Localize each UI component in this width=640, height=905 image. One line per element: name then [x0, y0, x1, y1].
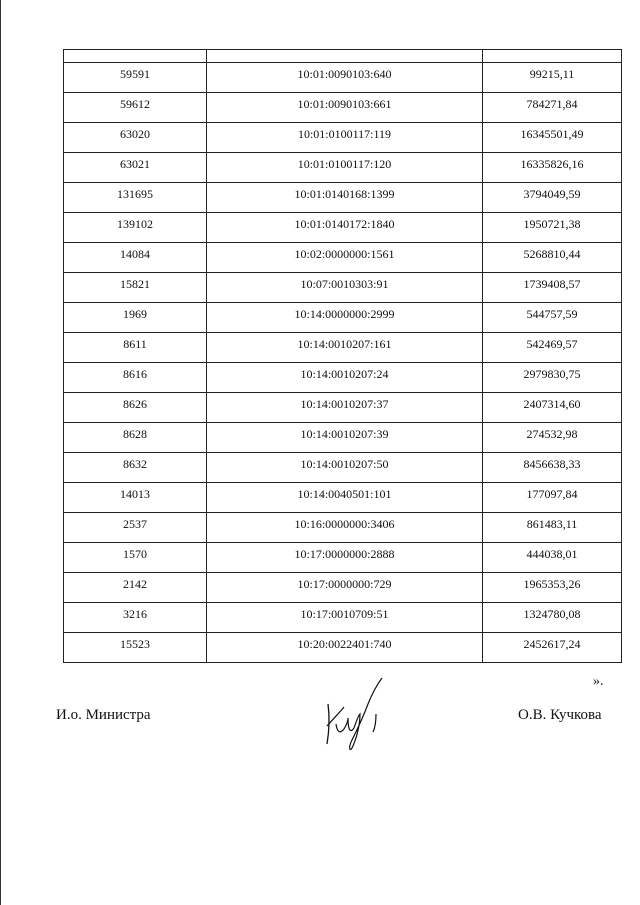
cadastral-number-cell: 10:01:0100117:119: [207, 123, 483, 153]
table-row: [64, 513, 622, 543]
table-header-row: [64, 50, 622, 63]
value-cell: 861483,11: [483, 513, 622, 543]
row-number-cell: 8626: [64, 393, 207, 423]
table-row: [64, 483, 622, 513]
value-cell: 16335826,16: [483, 153, 622, 183]
value-cell: 2979830,75: [483, 363, 622, 393]
cadastral-number-cell: 10:14:0010207:39: [207, 423, 483, 453]
row-number-cell: 63020: [64, 123, 207, 153]
table-row: [64, 423, 622, 453]
header-cell: [483, 50, 622, 63]
cadastral-number-cell: 10:01:0140172:1840: [207, 213, 483, 243]
cadastral-number-cell: 10:01:0090103:661: [207, 93, 483, 123]
cadastral-number-cell: 10:14:0010207:37: [207, 393, 483, 423]
value-cell: 542469,57: [483, 333, 622, 363]
cadastral-number-cell: 10:01:0140168:1399: [207, 183, 483, 213]
row-number-cell: 15523: [64, 633, 207, 663]
cadastral-number-cell: 10:07:0010303:91: [207, 273, 483, 303]
row-number-cell: 131695: [64, 183, 207, 213]
row-number-cell: 8632: [64, 453, 207, 483]
value-cell: 8456638,33: [483, 453, 622, 483]
value-cell: 544757,59: [483, 303, 622, 333]
cadastral-number-cell: 10:14:0010207:24: [207, 363, 483, 393]
table-row: [64, 63, 622, 93]
cadastral-number-cell: 10:14:0010207:161: [207, 333, 483, 363]
table-row: [64, 123, 622, 153]
table-row: [64, 213, 622, 243]
table-row: [64, 543, 622, 573]
signatory-name: О.В. Кучкова: [518, 707, 602, 723]
data-table: [63, 49, 622, 663]
table-row: [64, 333, 622, 363]
row-number-cell: 2142: [64, 573, 207, 603]
value-cell: 99215,11: [483, 63, 622, 93]
row-number-cell: 8611: [64, 333, 207, 363]
row-number-cell: 8616: [64, 363, 207, 393]
table-row: [64, 183, 622, 213]
cadastral-number-cell: 10:14:0040501:101: [207, 483, 483, 513]
signatory-title: И.о. Министра: [56, 707, 151, 723]
table-row: [64, 393, 622, 423]
header-cell: [207, 50, 483, 63]
row-number-cell: 59612: [64, 93, 207, 123]
cadastral-number-cell: 10:16:0000000:3406: [207, 513, 483, 543]
cadastral-number-cell: 10:17:0000000:729: [207, 573, 483, 603]
value-cell: 5268810,44: [483, 243, 622, 273]
cadastral-number-cell: 10:14:0010207:50: [207, 453, 483, 483]
row-number-cell: 14013: [64, 483, 207, 513]
table-row: [64, 453, 622, 483]
row-number-cell: 2537: [64, 513, 207, 543]
value-cell: 1739408,57: [483, 273, 622, 303]
value-cell: 1965353,26: [483, 573, 622, 603]
cadastral-number-cell: 10:02:0000000:1561: [207, 243, 483, 273]
table-row: [64, 603, 622, 633]
value-cell: 444038,01: [483, 543, 622, 573]
row-number-cell: 14084: [64, 243, 207, 273]
row-number-cell: 139102: [64, 213, 207, 243]
value-cell: 274532,98: [483, 423, 622, 453]
table-row: [64, 273, 622, 303]
cadastral-number-cell: 10:20:0022401:740: [207, 633, 483, 663]
closing-quote: ».: [593, 674, 604, 689]
row-number-cell: 59591: [64, 63, 207, 93]
row-number-cell: 1570: [64, 543, 207, 573]
page-left-edge: [0, 0, 1, 905]
handwritten-signature: [310, 674, 400, 754]
table-row: [64, 633, 622, 663]
row-number-cell: 63021: [64, 153, 207, 183]
value-cell: 16345501,49: [483, 123, 622, 153]
value-cell: 1950721,38: [483, 213, 622, 243]
table-row: [64, 363, 622, 393]
cadastral-number-cell: 10:01:0090103:640: [207, 63, 483, 93]
header-cell: [64, 50, 207, 63]
value-cell: 1324780,08: [483, 603, 622, 633]
value-cell: 784271,84: [483, 93, 622, 123]
value-cell: 3794049,59: [483, 183, 622, 213]
row-number-cell: 3216: [64, 603, 207, 633]
value-cell: 2452617,24: [483, 633, 622, 663]
row-number-cell: 8628: [64, 423, 207, 453]
value-cell: 2407314,60: [483, 393, 622, 423]
cadastral-number-cell: 10:14:0000000:2999: [207, 303, 483, 333]
table-row: [64, 153, 622, 183]
table-row: [64, 243, 622, 273]
table-row: [64, 303, 622, 333]
cadastral-number-cell: 10:17:0000000:2888: [207, 543, 483, 573]
cadastral-number-cell: 10:01:0100117:120: [207, 153, 483, 183]
value-cell: 177097,84: [483, 483, 622, 513]
table-row: [64, 93, 622, 123]
row-number-cell: 15821: [64, 273, 207, 303]
table-row: [64, 573, 622, 603]
cadastral-number-cell: 10:17:0010709:51: [207, 603, 483, 633]
row-number-cell: 1969: [64, 303, 207, 333]
